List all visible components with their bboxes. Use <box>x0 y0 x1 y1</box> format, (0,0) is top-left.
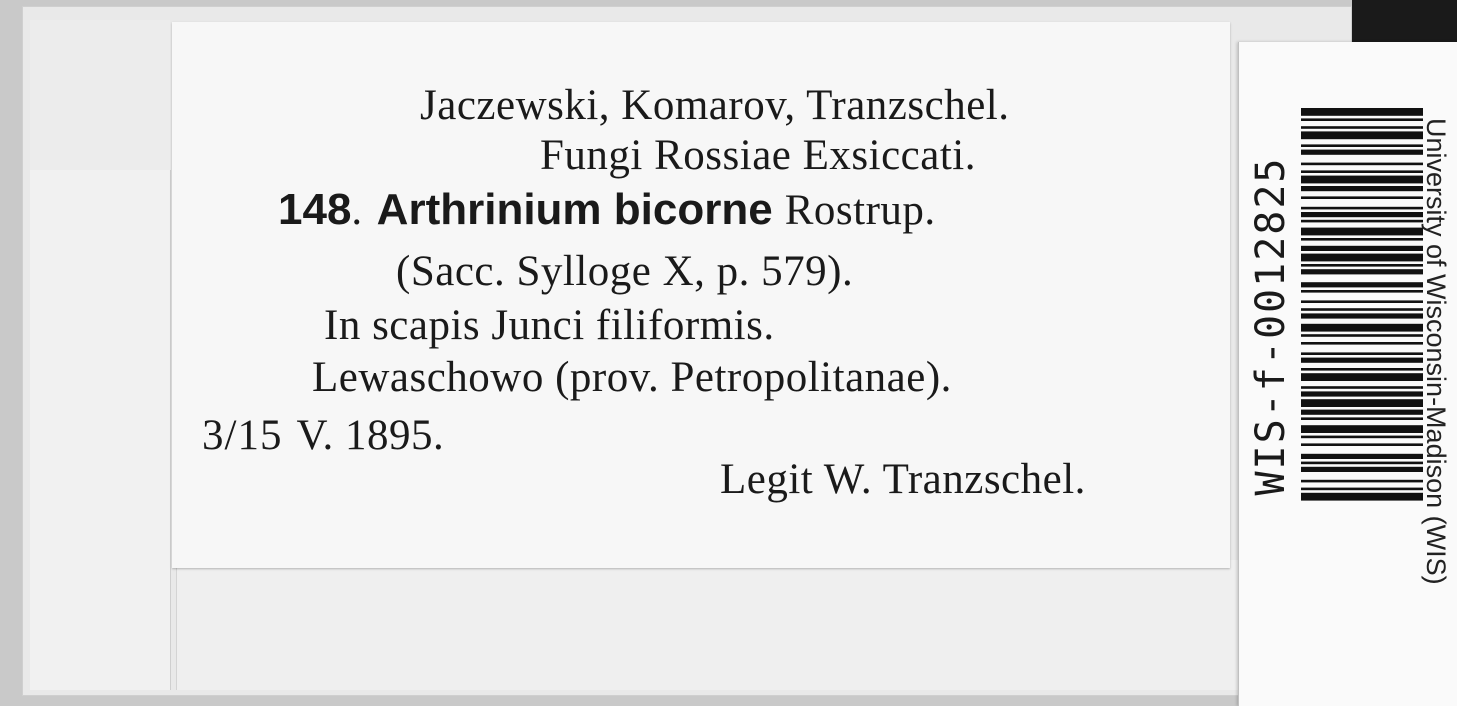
barcode-bar <box>1301 254 1423 262</box>
packet-flap-left <box>30 170 171 690</box>
institution-name: University of Wisconsin-Madison (WIS) <box>1421 118 1451 585</box>
label-date-fraction: 3/15 <box>202 412 283 459</box>
barcode-bar <box>1301 176 1423 184</box>
barcode-bar <box>1301 417 1423 420</box>
barcode-bar <box>1301 436 1423 439</box>
packet-flap-top <box>30 20 170 171</box>
label-taxon-name: Arthrinium bicorne <box>376 185 773 234</box>
barcode-bar <box>1301 269 1423 274</box>
barcode-bar <box>1301 144 1423 147</box>
barcode-bar <box>1301 410 1423 415</box>
barcode-bar <box>1301 462 1423 465</box>
barcode-bar <box>1301 212 1423 217</box>
barcode-bar <box>1301 220 1423 223</box>
catalog-number: WIS-f-0012825 <box>1248 156 1294 496</box>
barcode-card <box>1238 42 1457 706</box>
barcode-bar <box>1301 358 1423 363</box>
label-collector: Legit W. Tranzschel. <box>720 456 1086 503</box>
barcode-bar <box>1301 342 1423 345</box>
barcode-bar <box>1301 238 1423 241</box>
exsiccata-label <box>172 22 1230 568</box>
barcode-bar <box>1301 131 1423 139</box>
barcode-bar <box>1301 467 1423 472</box>
barcode-bar <box>1301 150 1423 155</box>
barcode-bar <box>1301 386 1423 389</box>
barcode-bar <box>1301 196 1423 199</box>
barcode-bar <box>1301 118 1423 121</box>
label-reference: (Sacc. Sylloge X, p. 579). <box>396 248 854 295</box>
barcode-bar <box>1301 186 1423 191</box>
barcode-bar <box>1301 126 1423 129</box>
barcode-bar <box>1301 108 1423 116</box>
barcode-bar <box>1301 246 1423 251</box>
dark-edge <box>1352 0 1457 42</box>
barcode-bar <box>1301 391 1423 396</box>
barcode-bar <box>1301 170 1423 173</box>
barcode-bar <box>1301 334 1423 337</box>
label-number: 148 <box>278 185 352 234</box>
barcode-bar <box>1301 228 1423 236</box>
label-number-dot: . <box>351 187 363 234</box>
barcode-bar <box>1301 443 1423 446</box>
barcode-bar <box>1301 324 1423 332</box>
barcode-bar <box>1301 373 1423 381</box>
barcode-bar <box>1301 488 1423 491</box>
label-taxon-author: Rostrup. <box>784 187 936 234</box>
barcode-bar <box>1301 264 1423 267</box>
barcode-bar <box>1301 163 1423 166</box>
label-date-rest: V. 1895. <box>296 412 445 459</box>
barcode-bar <box>1301 480 1423 483</box>
barcode-bar <box>1301 308 1423 311</box>
label-date <box>202 412 444 460</box>
barcode-graphic <box>1301 108 1423 676</box>
packet-lower-panel <box>176 560 1248 690</box>
barcode-bar <box>1301 282 1423 287</box>
label-editors: Jaczewski, Komarov, Tranzschel. <box>420 82 1010 129</box>
barcode-bar <box>1301 493 1423 501</box>
label-substrate: In scapis Junci filiformis. <box>324 302 775 349</box>
label-taxon-line <box>278 186 936 235</box>
barcode-bar <box>1301 454 1423 459</box>
barcode-bar <box>1301 352 1423 355</box>
barcode-bar <box>1301 300 1423 303</box>
label-series: Fungi Rossiae Exsiccati. <box>540 132 976 179</box>
barcode-bar <box>1301 399 1423 407</box>
barcode-bar <box>1301 368 1423 371</box>
barcode <box>1301 108 1423 676</box>
barcode-bar <box>1301 290 1423 293</box>
barcode-bar <box>1301 207 1423 210</box>
label-locality: Lewaschowo (prov. Petropolitanae). <box>312 354 952 401</box>
barcode-bar <box>1301 313 1423 318</box>
barcode-bar <box>1301 425 1423 433</box>
